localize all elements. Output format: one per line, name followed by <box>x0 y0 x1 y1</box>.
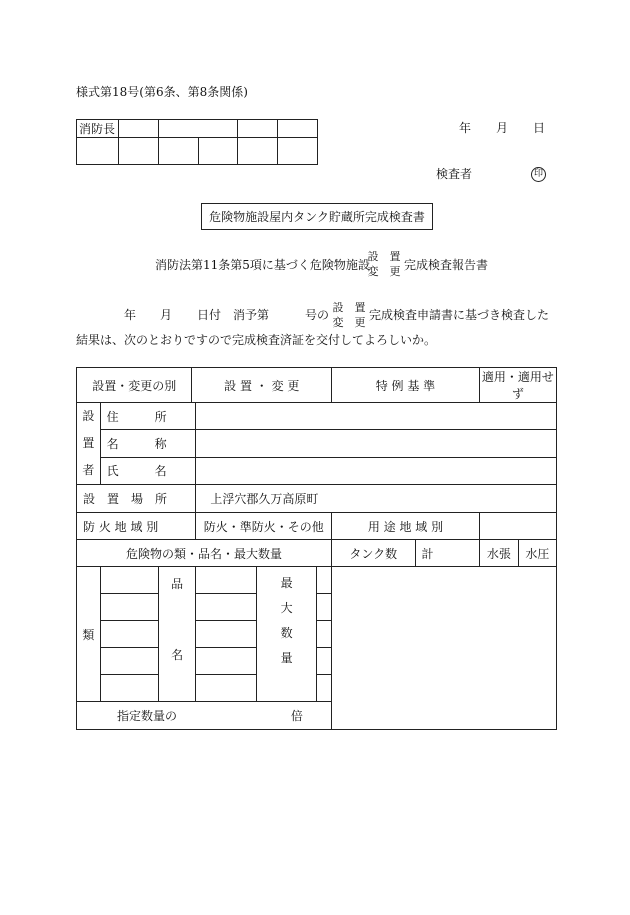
class-label: 類 <box>77 567 101 702</box>
installer-person-field[interactable] <box>196 457 557 484</box>
designated-quantity-row[interactable] <box>77 702 332 730</box>
body-number: 号の <box>305 308 330 322</box>
item-field[interactable] <box>196 648 256 675</box>
item-label: 品 名 <box>158 567 196 702</box>
date-month-label: 月 <box>496 121 509 135</box>
tank-detail-area[interactable] <box>332 567 557 730</box>
installer-person-label: 氏 名 <box>100 457 196 484</box>
approval-cell[interactable] <box>238 120 278 138</box>
inspection-form-table <box>76 367 557 730</box>
body-line1-end: 完成検査申請書に基づき検査した <box>369 308 550 322</box>
item-field[interactable] <box>196 621 256 648</box>
date-year-label: 年 <box>459 121 472 135</box>
form-number-label: 様式第18号(第6条、第8条関係) <box>76 85 248 99</box>
exception-label: 特 例 基 準 <box>332 368 480 403</box>
hazmat-label: 危険物の類・品名・最大数量 <box>77 540 332 567</box>
inspector-label: 検査者 <box>436 167 473 181</box>
class-field[interactable] <box>100 648 158 675</box>
class-field[interactable] <box>100 621 158 648</box>
body-year: 年 <box>124 308 137 322</box>
max-quantity-field[interactable] <box>317 675 332 702</box>
item-field[interactable] <box>196 567 256 594</box>
installer-label: 設 置 者 <box>77 403 101 485</box>
water-pressure-label[interactable]: 水圧 <box>518 540 556 567</box>
approval-cell[interactable] <box>158 120 238 138</box>
exception-value[interactable]: 適用・適用せず <box>479 368 556 403</box>
installer-name-label: 名 称 <box>100 430 196 457</box>
approval-stamp-table <box>76 119 318 165</box>
max-quantity-field[interactable] <box>317 648 332 675</box>
approval-cell[interactable] <box>278 138 318 165</box>
use-zone-field[interactable] <box>479 513 556 540</box>
class-field[interactable] <box>100 675 158 702</box>
max-quantity-field[interactable] <box>317 594 332 621</box>
class-field[interactable] <box>100 594 158 621</box>
installer-address-field[interactable] <box>196 403 557 430</box>
max-quantity-field[interactable] <box>317 621 332 648</box>
body-month: 月 <box>160 308 173 322</box>
subtitle-prefix: 消防法第11条第5項に基づく危険物施設 <box>155 258 370 272</box>
max-quantity-label: 最 大 数 量 <box>256 567 317 702</box>
tank-total-label: 計 <box>421 546 434 561</box>
subtitle-suffix: 完成検査報告書 <box>404 258 489 272</box>
approval-cell[interactable] <box>158 138 198 165</box>
designated-suffix: 倍 <box>290 709 303 723</box>
approval-cell[interactable] <box>198 138 238 165</box>
installer-address-label: 住 所 <box>100 403 196 430</box>
subtitle-install-change: 設 置 変 更 <box>367 250 401 278</box>
installer-name-field[interactable] <box>196 430 557 457</box>
seal-icon: 印 <box>531 166 546 182</box>
item-field[interactable] <box>196 675 256 702</box>
approval-cell[interactable] <box>119 120 159 138</box>
class-field[interactable] <box>100 567 158 594</box>
tank-count-label: タンク数 <box>332 540 415 567</box>
approval-cell[interactable] <box>238 138 278 165</box>
date-day-label: 日 <box>533 121 546 135</box>
location-label: 設 置 場 所 <box>77 485 196 513</box>
body-line2: 結果は、次のとおりですので完成検査済証を交付してよろしいか。 <box>76 333 437 347</box>
type-label: 設置・変更の別 <box>77 368 192 403</box>
type-value[interactable]: 設 置 ・ 変 更 <box>192 368 332 403</box>
use-zone-label: 用 途 地 域 別 <box>332 513 480 540</box>
designated-prefix: 指定数量の <box>117 709 178 723</box>
body-install-change: 設 置 変 更 <box>332 301 366 329</box>
approval-cell[interactable] <box>77 138 119 165</box>
approval-cell[interactable] <box>278 120 318 138</box>
fire-zone-value[interactable]: 防火・準防火・その他 <box>196 513 332 540</box>
document-title: 危険物施設屋内タンク貯蔵所完成検査書 <box>201 203 433 230</box>
fire-zone-label: 防 火 地 域 別 <box>77 513 196 540</box>
item-field[interactable] <box>196 594 256 621</box>
body-day-ref: 日付 消予第 <box>197 308 270 322</box>
chief-label: 消防長 <box>77 120 119 138</box>
max-quantity-field[interactable] <box>317 567 332 594</box>
location-value[interactable]: 上浮穴郡久万高原町 <box>196 485 557 513</box>
tank-total-field[interactable] <box>415 540 479 567</box>
water-fill-label[interactable]: 水張 <box>479 540 518 567</box>
approval-cell[interactable] <box>119 138 159 165</box>
